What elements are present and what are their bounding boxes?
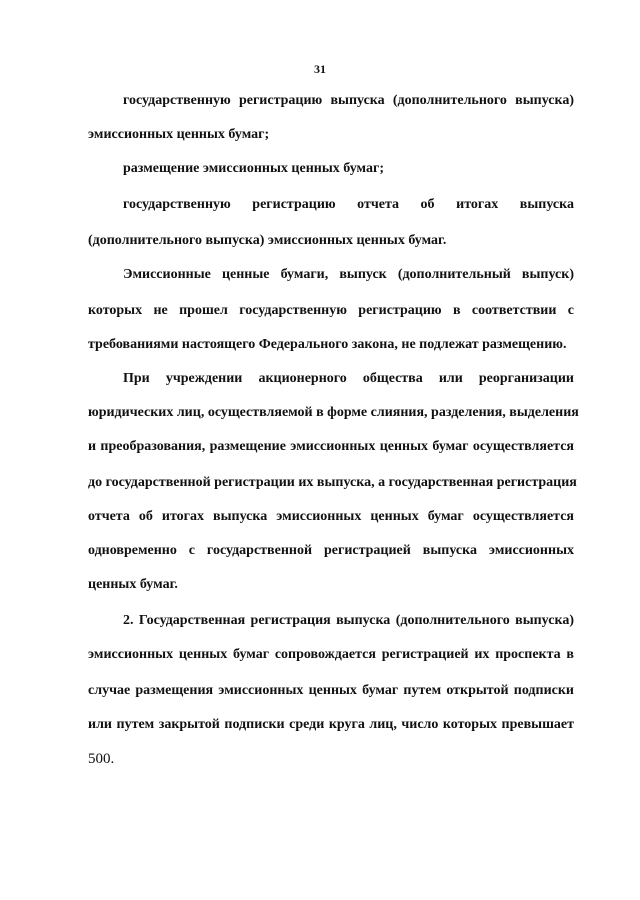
- text-line: 500.: [88, 751, 115, 767]
- text-line: эмиссионных ценных бумаг;: [88, 127, 270, 142]
- text-line: одновременно с государственной регистрацией выпуска эмиссионных: [88, 543, 574, 558]
- text-line: Эмиссионные ценные бумаги, выпуск (дополнительный выпуск): [123, 267, 574, 282]
- text-line: и преобразования, размещение эмиссионных ценных бумаг осуществляется: [88, 439, 574, 454]
- text-line: государственную регистрацию выпуска (дополнительного выпуска): [123, 93, 574, 108]
- text-line: (дополнительного выпуска) эмиссионных ценных бумаг.: [88, 233, 447, 248]
- text-line: требованиями настоящего Федерального закона, не подлежат размещению.: [88, 337, 567, 352]
- text-line: которых не прошел государственную регистрацию в соответствии с: [88, 303, 574, 318]
- text-line: эмиссионных ценных бумаг сопровождается регистрацией их проспекта в: [88, 647, 574, 662]
- text-line: случае размещения эмиссионных ценных бумаг путем открытой подписки: [88, 683, 574, 698]
- text-line: размещение эмиссионных ценных бумаг;: [123, 161, 385, 176]
- text-line: или путем закрытой подписки среди круга лиц, число которых превышает: [88, 717, 574, 732]
- page-number: 31: [314, 62, 326, 76]
- text-line: до государственной регистрации их выпуска, а государственная регистрация: [88, 475, 577, 490]
- text-line: При учреждении акционерного общества или реорганизации: [123, 371, 574, 386]
- text-line: юридических лиц, осуществляемой в форме слияния, разделения, выделения: [88, 405, 579, 420]
- text-line: ценных бумаг.: [88, 577, 178, 592]
- text-line: отчета об итогах выпуска эмиссионных ценных бумаг осуществляется: [88, 509, 574, 524]
- text-line: государственную регистрацию отчета об итогах выпуска: [123, 197, 574, 212]
- text-line: 2. Государственная регистрация выпуска (дополнительного выпуска): [123, 613, 574, 628]
